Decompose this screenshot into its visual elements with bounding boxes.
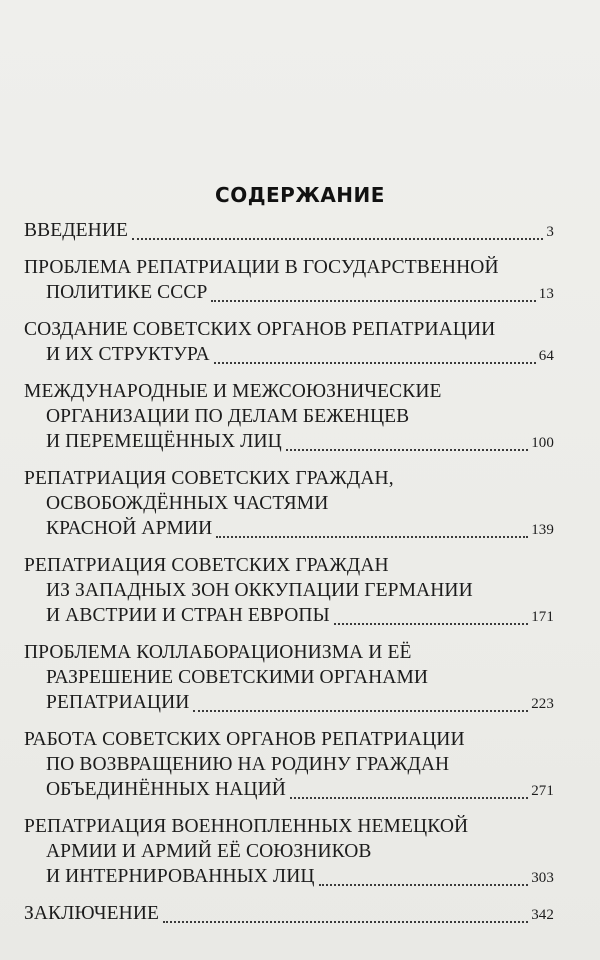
dot-leader [290,797,528,799]
toc-entry-line: РЕПАТРИАЦИЯ ВОЕННОПЛЕННЫХ НЕМЕЦКОЙ [24,816,469,837]
toc-entry [24,466,554,543]
toc-entry-last-line [24,690,554,717]
toc-entry-line: РЕПАТРИАЦИЯ СОВЕТСКИХ ГРАЖДАН [24,555,389,576]
toc-entry-title: КРАСНОЙ АРМИИ [46,518,213,539]
page-number: 3 [546,224,554,240]
toc-entry-title: И АВСТРИИ И СТРАН ЕВРОПЫ [46,605,330,626]
toc-entry-last-line [24,864,554,891]
toc-entry-title: И ИХ СТРУКТУРА [46,344,210,365]
toc-entry [24,379,554,456]
toc-entry [24,553,554,630]
toc-entry [24,814,554,891]
toc-entry-title: ЗАКЛЮЧЕНИЕ [24,903,160,924]
page-number: 139 [531,522,554,538]
toc-entry-title: ВВЕДЕНИЕ [24,220,129,241]
page-number: 100 [531,435,554,451]
toc-entry-line: РАЗРЕШЕНИЕ СОВЕТСКИМИ ОРГАНАМИ [46,667,429,688]
toc-entry-line: ИЗ ЗАПАДНЫХ ЗОН ОККУПАЦИИ ГЕРМАНИИ [46,580,473,601]
page-number: 13 [538,286,554,302]
dot-leader [132,238,543,240]
toc-entry-title: РЕПАТРИАЦИИ [46,692,190,713]
toc-entry-line: РАБОТА СОВЕТСКИХ ОРГАНОВ РЕПАТРИАЦИИ [24,729,465,750]
toc-entry [24,727,554,804]
toc-entry-line: СОЗДАНИЕ СОВЕТСКИХ ОРГАНОВ РЕПАТРИАЦИИ [24,319,496,340]
toc-entry-title: ПОЛИТИКЕ СССР [46,282,208,303]
toc-entry-line: РЕПАТРИАЦИЯ СОВЕТСКИХ ГРАЖДАН, [24,468,394,489]
page-number: 64 [538,348,554,364]
toc-entry-line: ПРОБЛЕМА КОЛЛАБОРАЦИОНИЗМА И ЕЁ [24,642,412,663]
dot-leader [211,300,535,302]
page-number: 271 [531,783,554,799]
toc-entry-last-line [24,516,554,543]
toc-entry-title: И ПЕРЕМЕЩЁННЫХ ЛИЦ [46,431,282,452]
dot-leader [163,921,528,923]
toc-entry-last-line [24,777,554,804]
page-number: 171 [531,609,554,625]
dot-leader [319,884,529,886]
contents-heading: СОДЕРЖАНИЕ [215,183,385,207]
toc-entry-line: ОСВОБОЖДЁННЫХ ЧАСТЯМИ [46,493,329,514]
dot-leader [286,449,528,451]
toc-entry-last-line [24,901,554,928]
toc-entry-line: МЕЖДУНАРОДНЫЕ И МЕЖСОЮЗНИЧЕСКИЕ [24,381,442,402]
page-number: 342 [531,907,554,923]
table-of-contents [24,218,554,938]
toc-entry [24,901,554,928]
toc-entry [24,255,554,307]
toc-entry-last-line [24,342,554,369]
toc-entry-title: ОБЪЕДИНЁННЫХ НАЦИЙ [46,779,286,800]
dot-leader [214,362,536,364]
toc-entry [24,317,554,369]
toc-entry-last-line [24,218,554,245]
toc-entry-line: ПО ВОЗВРАЩЕНИЮ НА РОДИНУ ГРАЖДАН [46,754,450,775]
dot-leader [334,623,529,625]
toc-entry [24,218,554,245]
dot-leader [216,536,528,538]
page-number: 223 [531,696,554,712]
toc-entry-last-line [24,280,554,307]
dot-leader [193,710,528,712]
toc-entry-last-line [24,429,554,456]
toc-entry-line: ПРОБЛЕМА РЕПАТРИАЦИИ В ГОСУДАРСТВЕННОЙ [24,257,499,278]
toc-entry [24,640,554,717]
page-number: 303 [531,870,554,886]
toc-entry-title: И ИНТЕРНИРОВАННЫХ ЛИЦ [46,866,315,887]
toc-entry-line: АРМИИ И АРМИЙ ЕЁ СОЮЗНИКОВ [46,841,372,862]
toc-entry-last-line [24,603,554,630]
toc-entry-line: ОРГАНИЗАЦИИ ПО ДЕЛАМ БЕЖЕНЦЕВ [46,406,410,427]
